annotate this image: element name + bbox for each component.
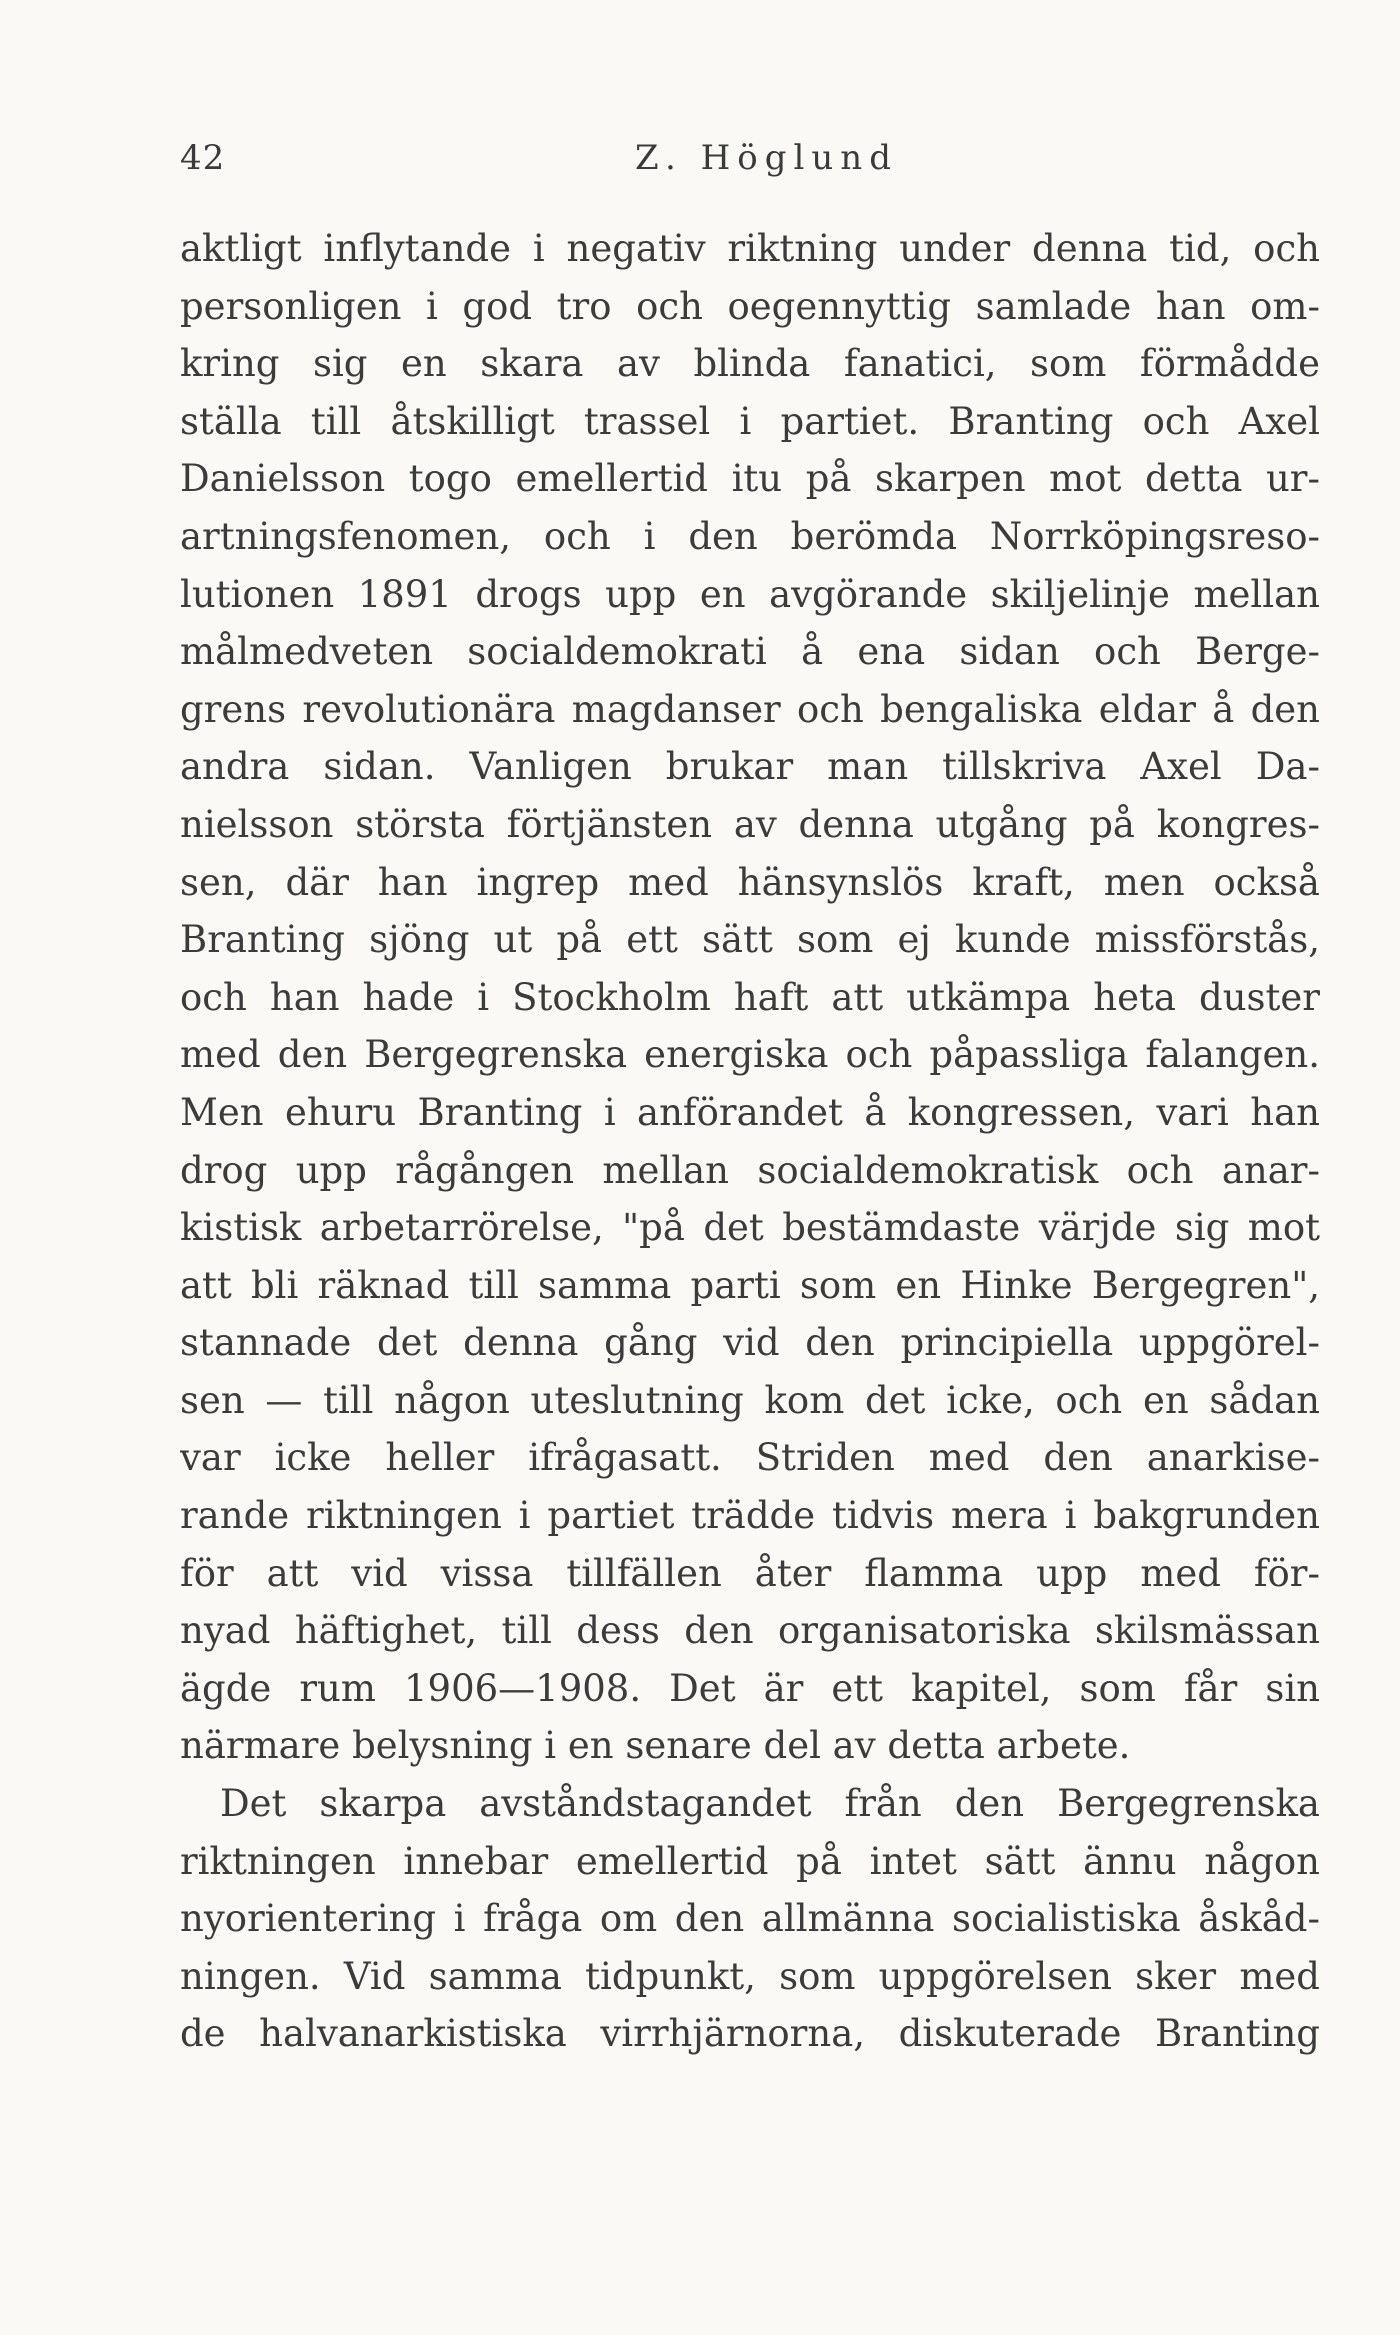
text-line: rande riktningen i partiet trädde tidvis mera i bakgrunden xyxy=(180,1494,1320,1538)
text-line: nielsson största förtjänsten av denna utgång på kongres- xyxy=(180,802,1320,846)
text-line: de halvanarkistiska virrhjärnorna, diskuterade Branting xyxy=(180,2012,1320,2056)
text-line: Men ehuru Branting i anförandet å kongressen, vari han xyxy=(180,1090,1320,1134)
text-line: var icke heller ifrågasatt. Striden med den anarkise- xyxy=(180,1436,1320,1480)
text-line: Branting sjöng ut på ett sätt som ej kunde missförstås, xyxy=(180,918,1320,962)
running-head: Z. Höglund xyxy=(635,138,898,178)
text-line: nyorientering i fråga om den allmänna socialistiska åskåd- xyxy=(180,1897,1320,1941)
text-line: Danielsson togo emellertid itu på skarpen mot detta ur- xyxy=(180,457,1320,501)
text-line: att bli räknad till samma parti som en Hinke Bergegren", xyxy=(180,1263,1320,1307)
text-line: drog upp rågången mellan socialdemokratisk och anar- xyxy=(180,1148,1320,1192)
text-line: ställa till åtskilligt trassel i partiet. Branting och Axel xyxy=(180,399,1320,443)
text-line: riktningen innebar emellertid på intet sätt ännu någon xyxy=(180,1839,1320,1883)
text-line: aktligt inflytande i negativ riktning under denna tid, och xyxy=(180,227,1320,270)
text-line: ägde rum 1906—1908. Det är ett kapitel, som får sin xyxy=(180,1666,1320,1710)
text-line: stannade det denna gång vid den principiella uppgörel- xyxy=(180,1321,1320,1365)
text-line: ningen. Vid samma tidpunkt, som uppgörelsen sker med xyxy=(180,1954,1320,1998)
text-line: sen — till någon uteslutning kom det icke, och en sådan xyxy=(180,1378,1320,1422)
text-line: för att vid vissa tillfällen åter flamma upp med för- xyxy=(180,1551,1320,1595)
text-line-paragraph-start: Det skarpa avståndstagandet från den Bergegrenska xyxy=(220,1782,1320,1826)
text-line: personligen i god tro och oegennyttig samlade han om- xyxy=(180,284,1320,328)
text-line: kistisk arbetarrörelse, "på det bestämdaste värjde sig mot xyxy=(180,1206,1320,1250)
text-line: lutionen 1891 drogs upp en avgörande skiljelinje mellan xyxy=(180,572,1320,616)
text-line: kring sig en skara av blinda fanatici, som förmådde xyxy=(180,342,1320,386)
text-line: sen, där han ingrep med hänsynslös kraft, men också xyxy=(180,860,1320,904)
text-line: med den Bergegrenska energiska och påpassliga falangen. xyxy=(180,1033,1320,1077)
text-line: närmare belysning i en senare del av detta arbete. xyxy=(180,1724,1131,1768)
text-line: nyad häftighet, till dess den organisatoriska skilsmässan xyxy=(180,1609,1320,1653)
text-line: artningsfenomen, och i den berömda Norrköpingsreso- xyxy=(180,514,1320,558)
text-line: andra sidan. Vanligen brukar man tillskriva Axel Da- xyxy=(180,745,1320,789)
text-line: målmedveten socialdemokrati å ena sidan och Berge- xyxy=(180,630,1320,674)
body-text xyxy=(180,220,1320,2063)
page-header xyxy=(180,138,1320,198)
page-number: 42 xyxy=(180,138,226,178)
text-line: grens revolutionära magdanser och bengaliska eldar å den xyxy=(180,687,1320,731)
text-line: och han hade i Stockholm haft att utkämpa heta duster xyxy=(180,975,1320,1019)
